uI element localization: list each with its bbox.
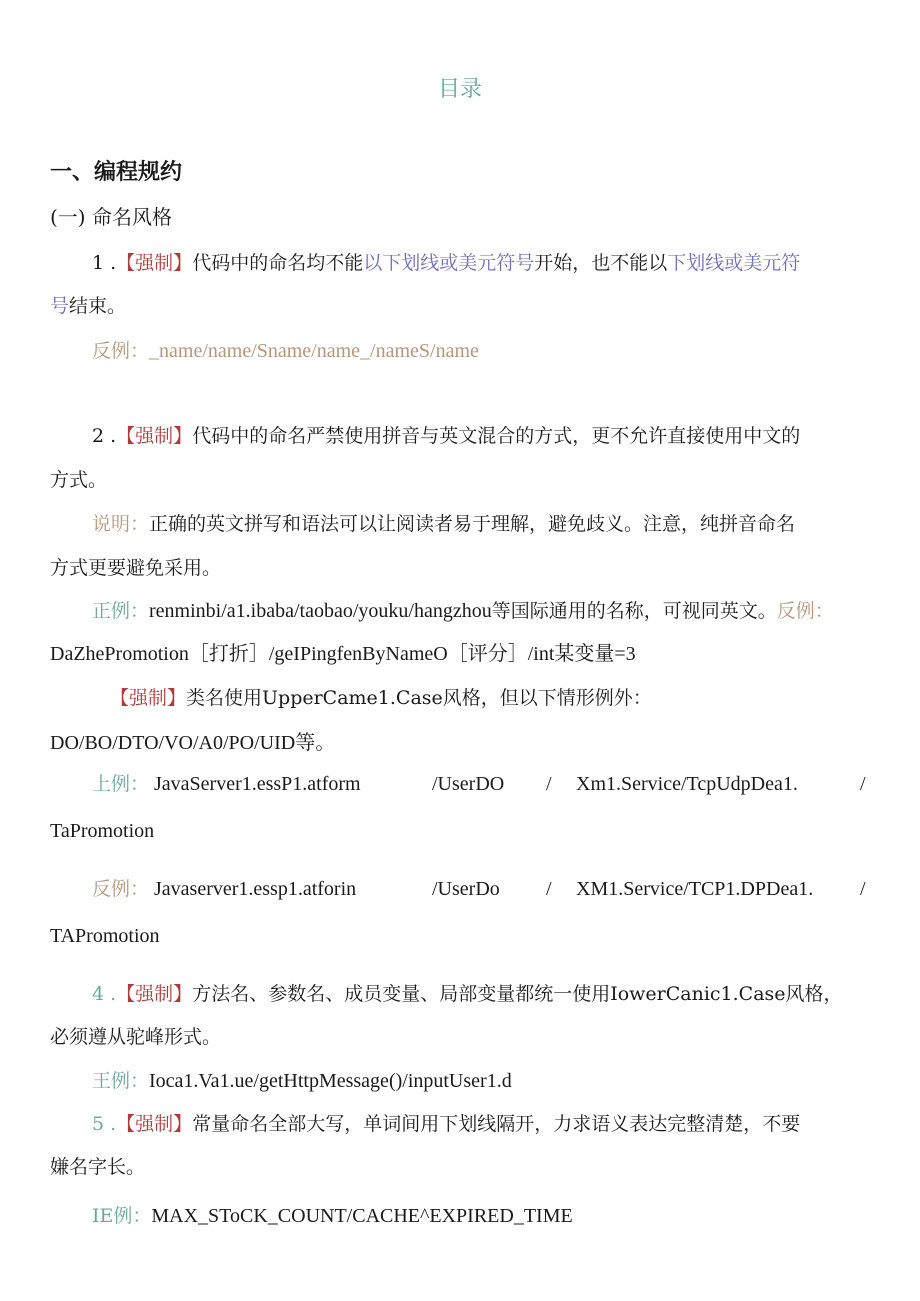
page-title: 目录	[437, 77, 482, 102]
example-label: 反例：	[92, 878, 150, 900]
section-heading: 一、编程规约	[50, 160, 183, 185]
example-label: 正例：	[92, 600, 150, 622]
example-label: IE例：	[92, 1205, 152, 1227]
rule-tag: 【强制】	[110, 687, 187, 709]
rule-3-line-2: DO/BO/DTO/VO/A0/PO/UID等。	[50, 732, 336, 754]
example-text: Xm1.Service/TcpUdpDea1.	[576, 773, 798, 795]
subsection-heading: (一) 命名风格	[50, 205, 172, 229]
highlight-text: 下划线或美元符	[667, 252, 801, 274]
rule-number: 2 .	[92, 425, 117, 447]
example-text: /	[546, 878, 552, 900]
rule-text: 方法名、参数名、成员变量、局部变量都统一使用IowerCanic1.Case风格，	[192, 983, 843, 1005]
rule-1-counterexample	[92, 338, 479, 364]
rule-2-examples	[92, 598, 834, 624]
rule-tag: 【强制】	[116, 1113, 193, 1135]
rule-4-line-2: 必须遵从驼峰形式。	[50, 1026, 222, 1048]
example-text: JavaServer1.essP1.atform	[154, 773, 361, 795]
example-text: renminbi/a1.ibaba/taobao/youku/hangzhou	[149, 600, 492, 622]
rule-2-note-line-2: 方式更要避免采用。	[50, 557, 222, 579]
example-text: /	[860, 878, 866, 900]
example-text: XM1.Service/TCP1.DPDea1.	[576, 878, 814, 900]
example-text: /UserDo	[432, 878, 500, 900]
rule-text: 常量命名全部大写，单词间用下划线隔开，力求语义表达完整清楚，不要	[192, 1113, 801, 1135]
example-text: Ioca1.Va1.ue/getHttpMessage()/inputUser1.d	[149, 1070, 512, 1092]
rule-text: 开始，也不能以	[534, 252, 668, 274]
rule-number: 5 .	[92, 1113, 117, 1135]
rule-4-example	[92, 1068, 512, 1094]
rule-number: 1 .	[92, 252, 117, 274]
rule-5-line-2: 嫌名字长。	[50, 1156, 146, 1178]
rule-tag: 【强制】	[116, 983, 193, 1005]
example-text: Javaserver1.essp1.atforin	[154, 878, 357, 900]
rule-3-example-cont: TaPromotion	[50, 820, 155, 842]
rule-5-line-1	[92, 1111, 800, 1137]
note-text: 正确的英文拼写和语法可以让阅读者易于理解，避免歧义。注意，纯拼音命名	[149, 513, 796, 535]
highlight-text: 号	[50, 295, 70, 317]
example-text: /	[546, 773, 552, 795]
rule-2-counterexample: DaZhePromotion［打折］/geIPingfenByNameO［评分］/int某变量=3	[50, 643, 636, 665]
rule-5-example	[92, 1203, 573, 1229]
rule-tag: 【强制】	[116, 252, 193, 274]
example-text: 等国际通用的名称，可视同英文。	[491, 600, 777, 622]
rule-1-line-2	[50, 293, 126, 319]
rule-number: 4 .	[92, 983, 117, 1005]
example-label: 反例：	[776, 600, 834, 622]
rule-2-line-2: 方式。	[50, 469, 108, 491]
rule-text: 代码中的命名均不能	[192, 252, 364, 274]
rule-2-note-line-1	[92, 511, 795, 537]
example-text: _name/name/Sname/name_/nameS/name	[149, 340, 479, 362]
example-text: /	[860, 773, 866, 795]
rule-4-line-1	[92, 981, 843, 1007]
note-label: 说明：	[92, 513, 150, 535]
example-text: MAX_SToCK_COUNT/CACHE^EXPIRED_TIME	[151, 1205, 573, 1227]
rule-text: 代码中的命名严禁使用拼音与英文混合的方式，更不允许直接使用中文的	[192, 425, 801, 447]
rule-3-line-1	[110, 685, 652, 711]
rule-2-line-1	[92, 423, 800, 449]
rule-tag: 【强制】	[116, 425, 193, 447]
example-text: /UserDO	[432, 773, 505, 795]
example-label: 王例：	[92, 1070, 150, 1092]
rule-text: 结束。	[69, 295, 127, 317]
example-label: 反例：	[92, 340, 150, 362]
rule-text: 类名使用UpperCame1.Case风格，但以下情形例外：	[186, 687, 652, 709]
highlight-text: 以下划线或美元符号	[363, 252, 535, 274]
rule-3-counterexample-cont: TAPromotion	[50, 925, 160, 947]
example-label: 上例：	[92, 773, 150, 795]
rule-1-line-1	[92, 250, 800, 276]
